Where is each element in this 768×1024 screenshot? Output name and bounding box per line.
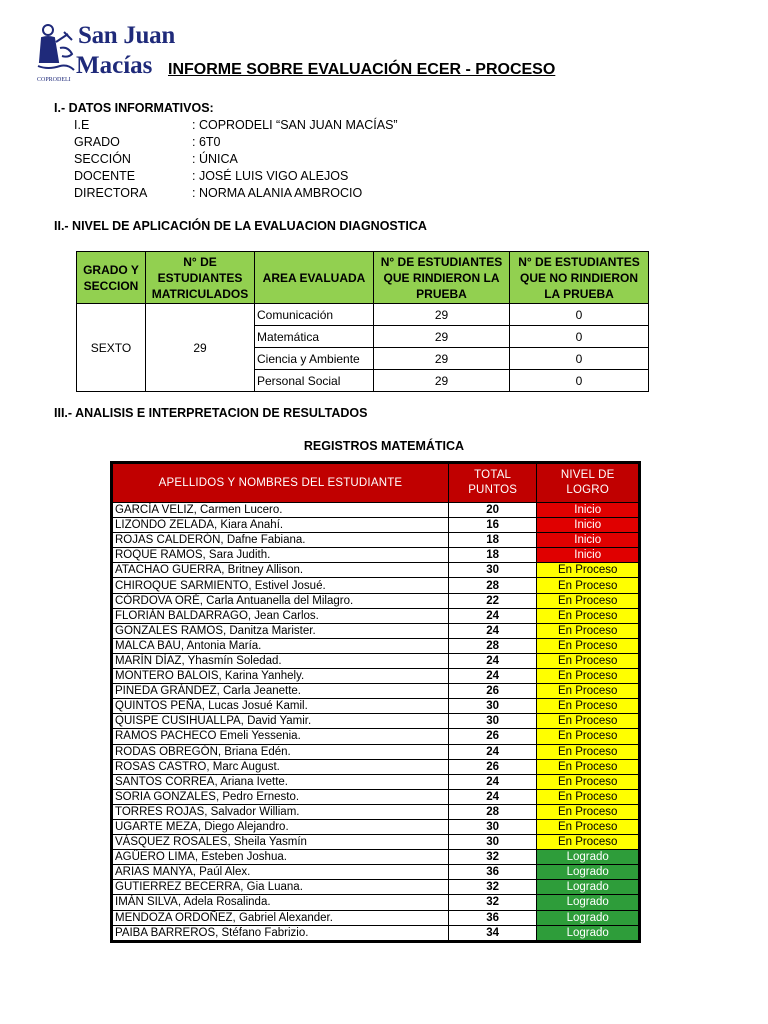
student-name: PAIBA BARREROS, Stéfano Fabrizio.	[113, 925, 449, 940]
student-name: MONTERO BALOIS, Karina Yanhely.	[113, 669, 449, 684]
table-row	[113, 910, 639, 925]
student-name: SANTOS CORREA, Ariana Ivette.	[113, 774, 449, 789]
not-took-cell: 0	[510, 326, 649, 348]
col-student-name: APELLIDOS Y NOMBRES DEL ESTUDIANTE	[113, 464, 449, 503]
student-name: MALCA BAU, Antonia María.	[113, 638, 449, 653]
student-name: IMÁN SILVA, Adela Rosalinda.	[113, 895, 449, 910]
student-level: En Proceso	[537, 669, 639, 684]
table-row	[113, 669, 639, 684]
table-row	[113, 714, 639, 729]
application-table	[76, 251, 649, 392]
student-level: Inicio	[537, 503, 639, 518]
table-row	[113, 518, 639, 533]
col-matriculados: N° DE ESTUDIANTES MATRICULADOS	[146, 252, 255, 304]
student-name: RAMOS PACHECO Emeli Yessenia.	[113, 729, 449, 744]
table-row	[113, 684, 639, 699]
student-points: 32	[448, 850, 537, 865]
student-points: 24	[448, 789, 537, 804]
student-level: En Proceso	[537, 744, 639, 759]
table-row	[113, 563, 639, 578]
table-row	[113, 533, 639, 548]
student-points: 28	[448, 638, 537, 653]
student-name: PINEDA GRÁNDEZ, Carla Jeanette.	[113, 684, 449, 699]
saint-figure-icon	[34, 18, 78, 80]
student-name: CHIROQUE SARMIENTO, Estivel Josué.	[113, 578, 449, 593]
student-name: TORRES ROJAS, Salvador William.	[113, 804, 449, 819]
student-level: En Proceso	[537, 835, 639, 850]
school-logo	[34, 18, 175, 88]
table-row	[113, 819, 639, 834]
table-row	[113, 638, 639, 653]
not-took-cell: 0	[510, 304, 649, 326]
took-cell: 29	[374, 326, 510, 348]
student-points: 16	[448, 518, 537, 533]
student-level: Inicio	[537, 533, 639, 548]
student-level: En Proceso	[537, 789, 639, 804]
student-level: Inicio	[537, 548, 639, 563]
student-level: En Proceso	[537, 729, 639, 744]
col-no-rindieron: N° DE ESTUDIANTES QUE NO RINDIERON LA PRUEBA	[510, 252, 649, 304]
info-row	[74, 134, 398, 151]
student-points: 26	[448, 729, 537, 744]
table-row	[113, 789, 639, 804]
area-cell: Comunicación	[255, 304, 374, 326]
student-name: GARCÍA VELIZ, Carmen Lucero.	[113, 503, 449, 518]
student-level: Logrado	[537, 865, 639, 880]
table-row	[113, 699, 639, 714]
student-level: En Proceso	[537, 819, 639, 834]
table-row	[113, 880, 639, 895]
table-row	[113, 623, 639, 638]
not-took-cell: 0	[510, 348, 649, 370]
student-level: En Proceso	[537, 714, 639, 729]
student-name: MARÍN DÍAZ, Yhasmín Soledad.	[113, 653, 449, 668]
not-took-cell: 0	[510, 370, 649, 392]
student-points: 24	[448, 669, 537, 684]
col-grado: GRADO Y SECCION	[77, 252, 146, 304]
table-row	[113, 744, 639, 759]
logo-small-text: COPRODELI	[37, 77, 71, 83]
student-name: UGARTE MEZA, Diego Alejandro.	[113, 819, 449, 834]
info-row	[74, 117, 398, 134]
student-points: 18	[448, 533, 537, 548]
col-achievement-level: NIVEL DE LOGRO	[537, 464, 639, 503]
student-level: En Proceso	[537, 608, 639, 623]
student-points: 24	[448, 623, 537, 638]
student-name: ARIAS MANYA, Paúl Alex.	[113, 865, 449, 880]
student-level: En Proceso	[537, 699, 639, 714]
student-level: Logrado	[537, 925, 639, 940]
student-level: En Proceso	[537, 684, 639, 699]
table-row	[113, 850, 639, 865]
registro-table-frame	[110, 461, 641, 943]
student-points: 26	[448, 759, 537, 774]
table-row	[113, 774, 639, 789]
info-value: : NORMA ALANIA AMBROCIO	[192, 186, 363, 200]
student-name: GUTIERREZ BECERRA, Gia Luana.	[113, 880, 449, 895]
student-name: ROJAS CALDERÓN, Dafne Fabiana.	[113, 533, 449, 548]
info-label: DIRECTORA	[74, 186, 148, 200]
student-points: 30	[448, 699, 537, 714]
took-cell: 29	[374, 370, 510, 392]
table-row	[113, 835, 639, 850]
info-row	[74, 151, 398, 168]
student-points: 20	[448, 503, 537, 518]
took-cell: 29	[374, 348, 510, 370]
student-level: En Proceso	[537, 804, 639, 819]
info-list	[74, 117, 398, 202]
table-row	[113, 865, 639, 880]
student-points: 30	[448, 835, 537, 850]
student-name: VÁSQUEZ ROSALES, Sheila Yasmín	[113, 835, 449, 850]
student-points: 24	[448, 608, 537, 623]
table-row	[113, 895, 639, 910]
area-cell: Matemática	[255, 326, 374, 348]
took-cell: 29	[374, 304, 510, 326]
student-points: 30	[448, 714, 537, 729]
col-total-points: TOTAL PUNTOS	[448, 464, 537, 503]
info-row	[74, 185, 398, 202]
student-level: En Proceso	[537, 563, 639, 578]
student-points: 24	[448, 744, 537, 759]
student-name: ROQUE RAMOS, Sara Judith.	[113, 548, 449, 563]
info-value: : JOSÉ LUIS VIGO ALEJOS	[192, 169, 349, 183]
student-name: MENDOZA ORDOÑEZ, Gabriel Alexander.	[113, 910, 449, 925]
area-cell: Ciencia y Ambiente	[255, 348, 374, 370]
student-level: En Proceso	[537, 774, 639, 789]
student-level: Logrado	[537, 910, 639, 925]
student-level: En Proceso	[537, 653, 639, 668]
info-value: : 6T0	[192, 135, 221, 149]
student-name: ATACHAO GUERRA, Britney Allison.	[113, 563, 449, 578]
student-name: FLORIÁN BALDARRAGO, Jean Carlos.	[113, 608, 449, 623]
section3-heading: III.- ANALISIS E INTERPRETACION DE RESULTADOS	[54, 406, 368, 420]
student-points: 30	[448, 563, 537, 578]
student-name: GONZALES RAMOS, Danitza Marister.	[113, 623, 449, 638]
student-points: 18	[448, 548, 537, 563]
table-row	[113, 759, 639, 774]
student-level: Logrado	[537, 880, 639, 895]
student-points: 30	[448, 819, 537, 834]
student-level: Logrado	[537, 850, 639, 865]
student-points: 24	[448, 774, 537, 789]
registro-title: REGISTROS MATEMÁTICA	[303, 439, 465, 453]
col-rindieron: N° DE ESTUDIANTES QUE RINDIERON LA PRUEBA	[374, 252, 510, 304]
table-row	[113, 729, 639, 744]
student-points: 24	[448, 653, 537, 668]
student-points: 32	[448, 880, 537, 895]
info-label: SECCIÓN	[74, 152, 131, 166]
logo-text-line2: Macías	[76, 52, 153, 79]
logo-text-line1: San Juan	[78, 22, 175, 49]
section2-heading: II.- NIVEL DE APLICACIÓN DE LA EVALUACION DIAGNOSTICA	[54, 219, 427, 233]
student-points: 28	[448, 578, 537, 593]
info-value: : COPRODELI “SAN JUAN MACÍAS”	[192, 118, 398, 132]
student-name: LIZONDO ZELADA, Kiara Anahí.	[113, 518, 449, 533]
registro-table	[112, 463, 639, 941]
student-level: Logrado	[537, 895, 639, 910]
student-level: En Proceso	[537, 759, 639, 774]
student-points: 26	[448, 684, 537, 699]
table-row	[113, 578, 639, 593]
table-row	[113, 804, 639, 819]
student-name: AGÜERO LIMA, Esteben Joshua.	[113, 850, 449, 865]
info-label: I.E	[74, 118, 90, 132]
col-area: AREA EVALUADA	[255, 252, 374, 304]
student-points: 34	[448, 925, 537, 940]
table-row	[113, 653, 639, 668]
table-row	[113, 548, 639, 563]
student-points: 36	[448, 910, 537, 925]
grade-cell: SEXTO	[77, 304, 146, 392]
student-level: Inicio	[537, 518, 639, 533]
student-points: 36	[448, 865, 537, 880]
info-label: GRADO	[74, 135, 120, 149]
table-row	[113, 503, 639, 518]
student-name: SORIA GONZALES, Pedro Ernesto.	[113, 789, 449, 804]
student-name: ROSAS CASTRO, Marc August.	[113, 759, 449, 774]
student-points: 22	[448, 593, 537, 608]
student-name: QUINTOS PEÑA, Lucas Josué Kamil.	[113, 699, 449, 714]
student-name: RODAS OBREGÓN, Briana Edén.	[113, 744, 449, 759]
student-level: En Proceso	[537, 623, 639, 638]
table-row	[113, 925, 639, 940]
student-level: En Proceso	[537, 638, 639, 653]
student-name: QUISPE CUSIHUALLPA, David Yamir.	[113, 714, 449, 729]
table-row	[113, 608, 639, 623]
info-row	[74, 168, 398, 185]
section1-heading: I.- DATOS INFORMATIVOS:	[54, 101, 214, 115]
student-level: En Proceso	[537, 593, 639, 608]
enrolled-cell: 29	[146, 304, 255, 392]
student-level: En Proceso	[537, 578, 639, 593]
table-row	[113, 593, 639, 608]
area-cell: Personal Social	[255, 370, 374, 392]
student-points: 32	[448, 895, 537, 910]
info-label: DOCENTE	[74, 169, 136, 183]
student-name: CÓRDOVA ORÉ, Carla Antuanella del Milagro.	[113, 593, 449, 608]
info-value: : ÚNICA	[192, 152, 238, 166]
student-points: 28	[448, 804, 537, 819]
page-title: INFORME SOBRE EVALUACIÓN ECER - PROCESO	[168, 61, 556, 78]
